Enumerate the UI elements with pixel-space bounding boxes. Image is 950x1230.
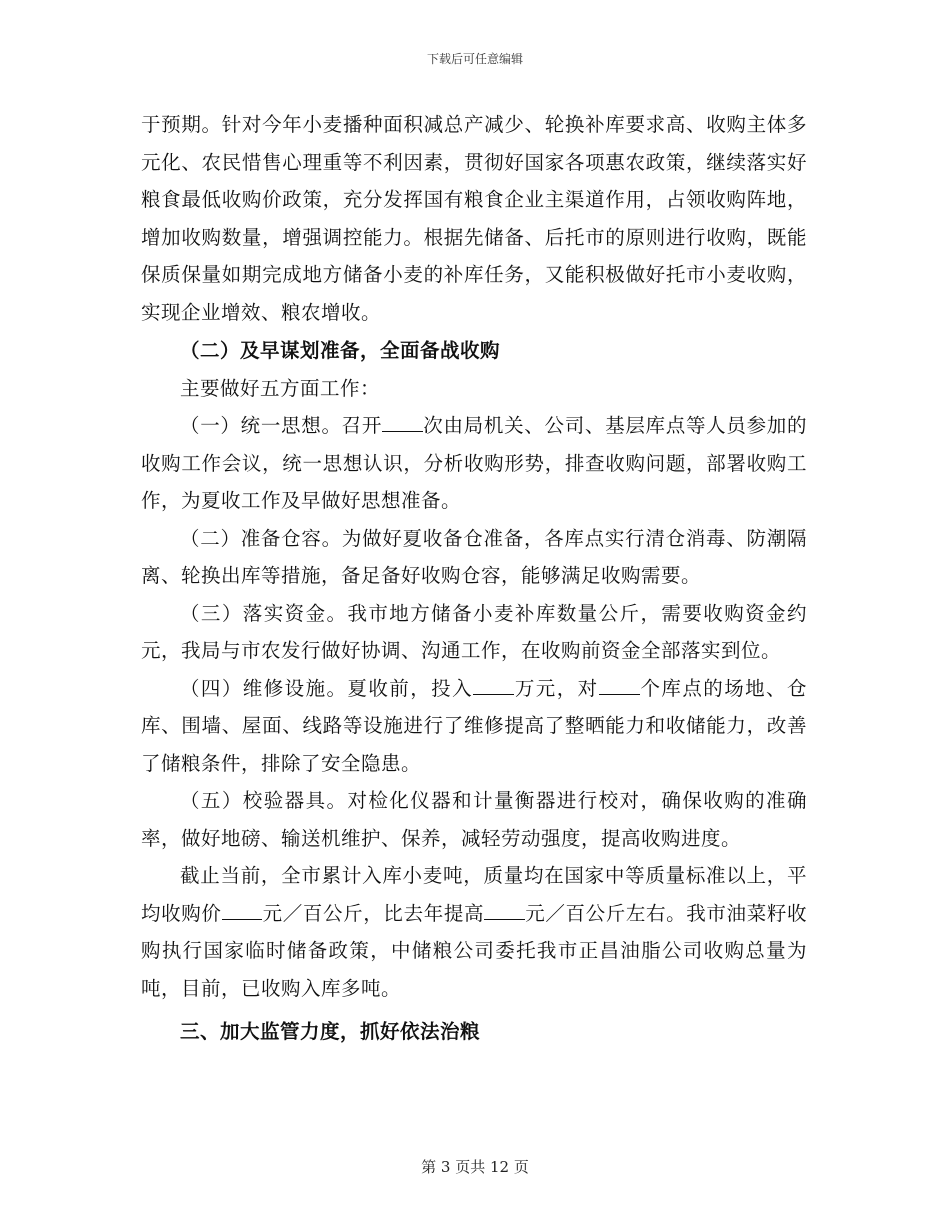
paragraph-item-2: （二）准备仓容。为做好夏收备仓准备，各库点实行清仓消毒、防潮隔离、轮换出库等措施，备足备好收购仓容，能够满足收购需要。 [141,526,807,587]
summary-text-a: 截止当前，全市累计入库小麦吨，质量均在国家中等质量标准以上，平均收购价 [141,864,807,925]
paragraph-item-4 [141,670,807,783]
page-number-footer: 第 3 页共 12 页 [421,1158,529,1176]
page-header: 下载后可任意编辑 [426,52,523,66]
section-heading-2: （二）及早谋划准备，全面备战收购 [180,339,501,362]
paragraph-item-1 [141,407,807,520]
paragraph-intro: 主要做好五方面工作： [180,376,381,400]
fill-blank [382,430,423,432]
item-1-text-a: （一）统一思想。召开 [180,414,383,437]
item-4-text-b: 万元，对 [513,676,599,700]
summary-text-c: 元／百公斤左右。我市油菜籽收购执行国家临时储备政策，中储粮公司委托我市正昌油脂公司收购总量为吨，目前，已收购入库多吨。 [141,901,807,1000]
paragraph-continuation: 于预期。针对今年小麦播种面积减总产减少、轮换补库要求高、收购主体多元化、农民惜售心理重等不利因素，贯彻好国家各项惠农政策，继续落实好粮食最低收购价政策，充分发挥国有粮食企业主渠道作用，占领收购阵地，增加收购数量，增强调控能力。根据先储备、后托市的原则进行收购，既能保质保量如期完成地方储备小麦的补库任务，又能积极做好托市小麦收购，实现企业增效、粮农增收。 [141,113,807,324]
fill-blank [599,693,640,695]
item-4-text-a: （四）维修设施。夏收前，投入 [180,676,474,700]
item-4-text-c: 个库点的场地、仓库、围墙、屋面、线路等设施进行了维修提高了整晒能力和收储能力，改善了储粮条件，排除了安全隐患。 [141,676,807,775]
paragraph-summary [141,857,807,1007]
summary-text-b: 元／百公斤，比去年提高 [262,901,485,925]
fill-blank [484,918,525,920]
section-heading-3: 三、加大监管力度，抓好依法治粮 [180,1020,481,1043]
paragraph-item-3: （三）落实资金。我市地方储备小麦补库数量公斤，需要收购资金约元，我局与市农发行做好协调、沟通工作，在收购前资金全部落实到位。 [141,601,807,662]
fill-blank [222,918,263,920]
paragraph-item-5: （五）校验器具。对检化仪器和计量衡器进行校对，确保收购的准确率，做好地磅、输送机维护、保养，减轻劳动强度，提高收购进度。 [141,789,807,850]
item-1-text-b: 次由局机关、公司、基层库点等人员参加的收购工作会议，统一思想认识，分析收购形势，排查收购问题，部署收购工作，为夏收工作及早做好思想准备。 [141,414,807,512]
fill-blank [473,693,514,695]
document-body [141,106,807,1051]
